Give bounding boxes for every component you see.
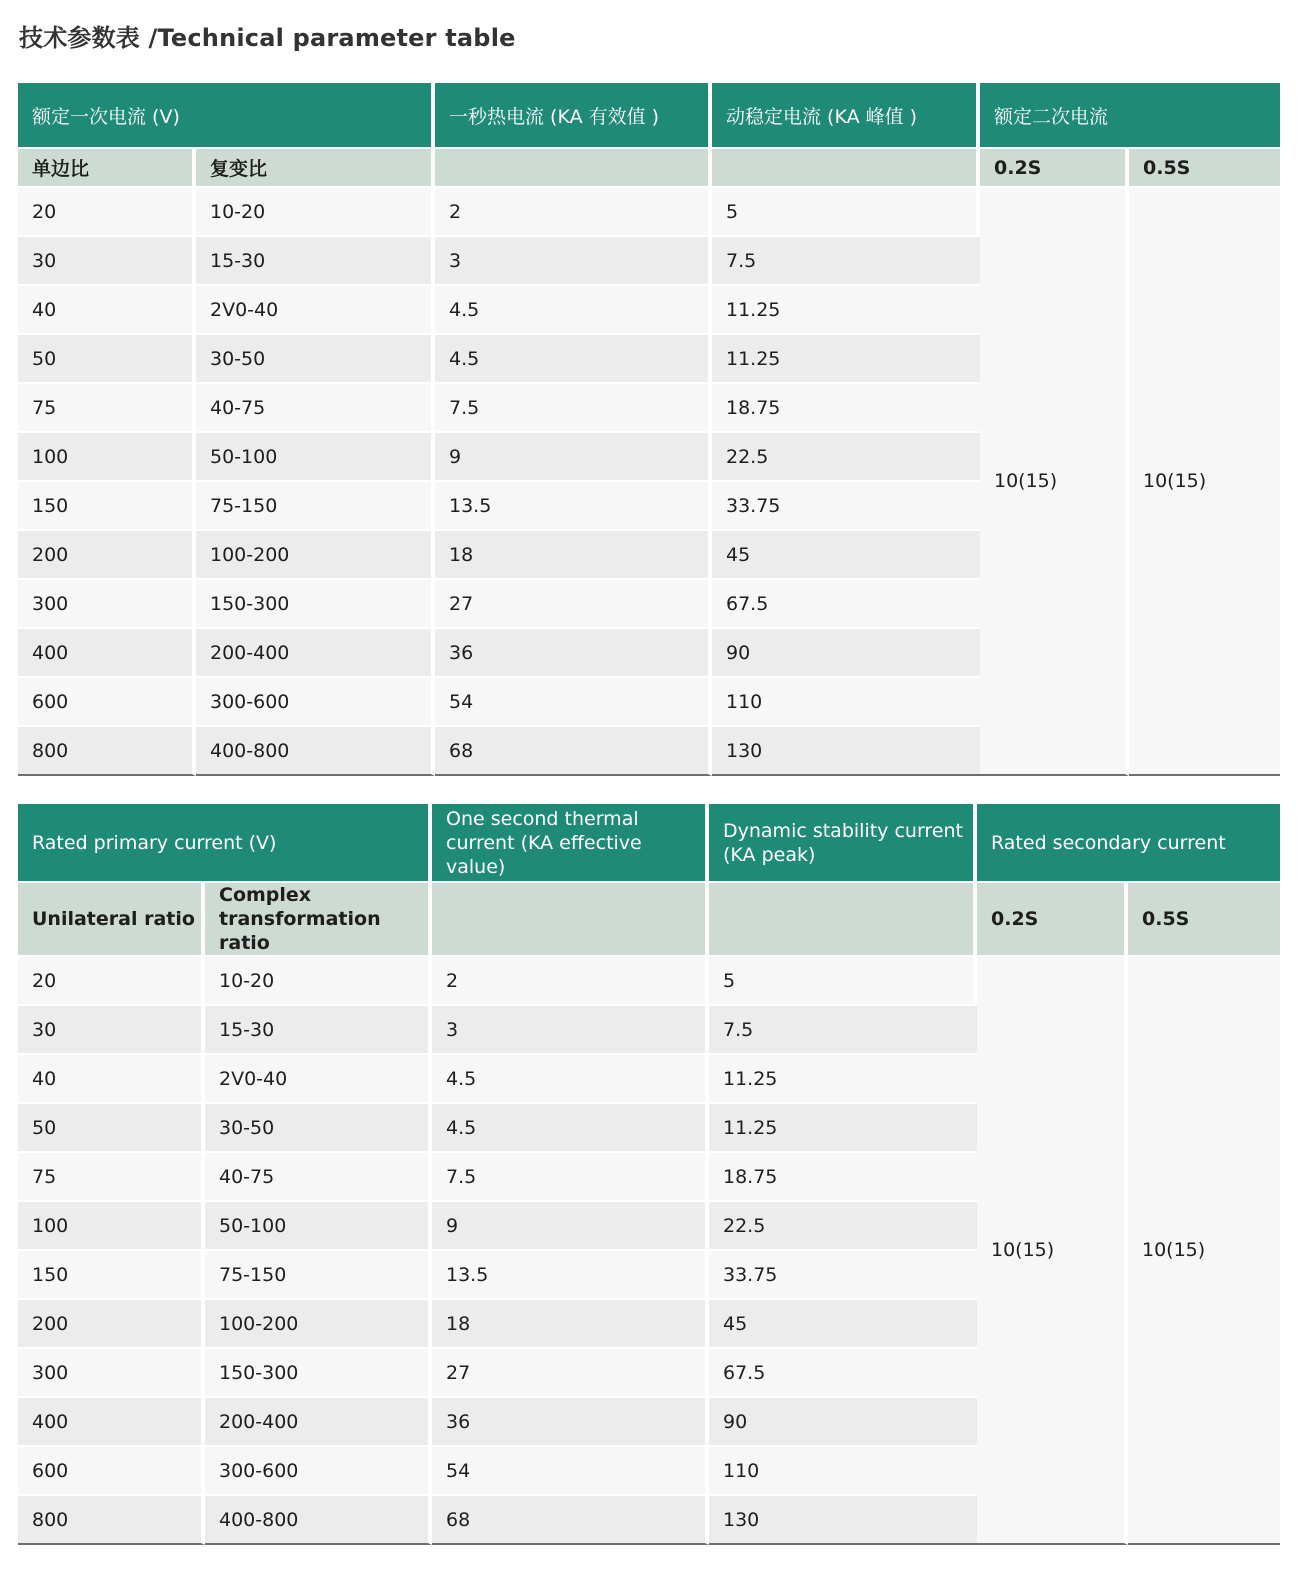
unilateral-ratio-cell: 50: [18, 335, 196, 384]
thermal-current-cell: 3: [432, 1006, 709, 1055]
page-title: 技术参数表 /Technical parameter table: [19, 24, 516, 52]
thermal-current-cell: 7.5: [432, 1153, 709, 1202]
unilateral-subheader: Unilateral ratio: [18, 883, 205, 957]
thermal-current-cell: 18: [432, 1300, 709, 1349]
thermal-current-cell: 2: [435, 188, 712, 237]
unilateral-ratio-cell: 40: [18, 1055, 205, 1104]
dynamic-current-cell: 11.25: [712, 335, 980, 384]
complex-ratio-cell: 200-400: [205, 1398, 432, 1447]
dynamic-current-cell: 22.5: [712, 433, 980, 482]
unilateral-ratio-cell: 30: [18, 237, 196, 286]
class-02s-subheader: 0.2S: [980, 149, 1129, 188]
dynamic-current-cell: 18.75: [712, 384, 980, 433]
complex-ratio-cell: 200-400: [196, 629, 435, 678]
secondary-02s-cell: 10(15): [977, 957, 1128, 1545]
complex-ratio-cell: 10-20: [205, 957, 432, 1006]
complex-ratio-cell: 50-100: [205, 1202, 432, 1251]
complex-ratio-cell: 150-300: [205, 1349, 432, 1398]
table-body: [18, 188, 1280, 776]
parameter-table-cn: [18, 83, 1280, 776]
header-row: [18, 83, 1280, 149]
rated-secondary-header: Rated secondary current: [977, 804, 1280, 883]
thermal-current-cell: 9: [432, 1202, 709, 1251]
unilateral-ratio-cell: 150: [18, 1251, 205, 1300]
thermal-subheader: [432, 883, 709, 957]
unilateral-ratio-cell: 30: [18, 1006, 205, 1055]
complex-ratio-cell: 400-800: [196, 727, 435, 776]
dynamic-current-cell: 11.25: [712, 286, 980, 335]
complex-ratio-cell: 10-20: [196, 188, 435, 237]
class-05s-subheader: 0.5S: [1129, 149, 1280, 188]
table-row: [18, 957, 1280, 1006]
unilateral-ratio-cell: 20: [18, 188, 196, 237]
thermal-current-cell: 3: [435, 237, 712, 286]
unilateral-ratio-cell: 20: [18, 957, 205, 1006]
thermal-current-cell: 36: [435, 629, 712, 678]
secondary-05s-cell: 10(15): [1129, 188, 1280, 776]
unilateral-ratio-cell: 100: [18, 433, 196, 482]
dynamic-current-cell: 18.75: [709, 1153, 977, 1202]
unilateral-ratio-cell: 200: [18, 1300, 205, 1349]
dynamic-current-cell: 67.5: [709, 1349, 977, 1398]
thermal-current-cell: 13.5: [435, 482, 712, 531]
complex-ratio-cell: 15-30: [196, 237, 435, 286]
thermal-current-cell: 4.5: [435, 286, 712, 335]
thermal-current-cell: 36: [432, 1398, 709, 1447]
unilateral-ratio-cell: 800: [18, 727, 196, 776]
thermal-current-cell: 4.5: [432, 1055, 709, 1104]
dynamic-current-cell: 7.5: [709, 1006, 977, 1055]
subheader-row: [18, 149, 1280, 188]
complex-ratio-cell: 30-50: [196, 335, 435, 384]
complex-ratio-cell: 40-75: [196, 384, 435, 433]
complex-ratio-cell: 75-150: [205, 1251, 432, 1300]
complex-ratio-cell: 150-300: [196, 580, 435, 629]
complex-ratio-cell: 100-200: [196, 531, 435, 580]
unilateral-ratio-cell: 800: [18, 1496, 205, 1545]
dynamic-current-cell: 33.75: [709, 1251, 977, 1300]
thermal-current-cell: 54: [432, 1447, 709, 1496]
unilateral-ratio-cell: 300: [18, 1349, 205, 1398]
complex-ratio-cell: 75-150: [196, 482, 435, 531]
thermal-current-cell: 27: [432, 1349, 709, 1398]
complex-subheader: 复变比: [196, 149, 435, 188]
thermal-current-cell: 2: [432, 957, 709, 1006]
secondary-05s-cell: 10(15): [1128, 957, 1280, 1545]
thermal-current-cell: 9: [435, 433, 712, 482]
secondary-02s-cell: 10(15): [980, 188, 1129, 776]
dynamic-current-cell: 5: [712, 188, 980, 237]
complex-ratio-cell: 15-30: [205, 1006, 432, 1055]
complex-ratio-cell: 300-600: [196, 678, 435, 727]
unilateral-ratio-cell: 75: [18, 384, 196, 433]
dynamic-current-header: 动稳定电流 (KA 峰值 ): [712, 83, 980, 149]
header-row: [18, 804, 1280, 883]
dynamic-current-cell: 110: [709, 1447, 977, 1496]
thermal-current-cell: 68: [432, 1496, 709, 1545]
thermal-current-cell: 7.5: [435, 384, 712, 433]
complex-ratio-cell: 2V0-40: [196, 286, 435, 335]
dynamic-current-cell: 7.5: [712, 237, 980, 286]
dynamic-current-cell: 90: [709, 1398, 977, 1447]
unilateral-ratio-cell: 150: [18, 482, 196, 531]
unilateral-ratio-cell: 600: [18, 1447, 205, 1496]
complex-ratio-cell: 30-50: [205, 1104, 432, 1153]
unilateral-ratio-cell: 50: [18, 1104, 205, 1153]
dynamic-current-cell: 45: [709, 1300, 977, 1349]
unilateral-ratio-cell: 200: [18, 531, 196, 580]
dynamic-current-header: Dynamic stability current (KA peak): [709, 804, 977, 883]
dynamic-current-cell: 33.75: [712, 482, 980, 531]
dynamic-subheader: [712, 149, 980, 188]
dynamic-current-cell: 11.25: [709, 1055, 977, 1104]
thermal-current-cell: 68: [435, 727, 712, 776]
dynamic-current-cell: 90: [712, 629, 980, 678]
complex-ratio-cell: 100-200: [205, 1300, 432, 1349]
unilateral-ratio-cell: 75: [18, 1153, 205, 1202]
thermal-current-cell: 18: [435, 531, 712, 580]
complex-ratio-cell: 50-100: [196, 433, 435, 482]
thermal-current-header: 一秒热电流 (KA 有效值 ): [435, 83, 712, 149]
thermal-current-cell: 13.5: [432, 1251, 709, 1300]
complex-subheader: Complex transformation ratio: [205, 883, 432, 957]
dynamic-current-cell: 130: [709, 1496, 977, 1545]
dynamic-current-cell: 11.25: [709, 1104, 977, 1153]
dynamic-current-cell: 45: [712, 531, 980, 580]
unilateral-ratio-cell: 600: [18, 678, 196, 727]
dynamic-current-cell: 110: [712, 678, 980, 727]
dynamic-current-cell: 67.5: [712, 580, 980, 629]
dynamic-current-cell: 5: [709, 957, 977, 1006]
table-row: [18, 188, 1280, 237]
thermal-current-cell: 4.5: [432, 1104, 709, 1153]
thermal-current-cell: 54: [435, 678, 712, 727]
complex-ratio-cell: 2V0-40: [205, 1055, 432, 1104]
dynamic-subheader: [709, 883, 977, 957]
unilateral-subheader: 单边比: [18, 149, 196, 188]
complex-ratio-cell: 300-600: [205, 1447, 432, 1496]
rated-primary-header: Rated primary current (V): [18, 804, 432, 883]
complex-ratio-cell: 40-75: [205, 1153, 432, 1202]
thermal-current-header: One second thermal current (KA effective value): [432, 804, 709, 883]
thermal-current-cell: 4.5: [435, 335, 712, 384]
subheader-row: [18, 883, 1280, 957]
rated-primary-header: 额定一次电流 (V): [18, 83, 435, 149]
table-body: [18, 957, 1280, 1545]
unilateral-ratio-cell: 300: [18, 580, 196, 629]
class-05s-subheader: 0.5S: [1128, 883, 1280, 957]
unilateral-ratio-cell: 400: [18, 1398, 205, 1447]
thermal-subheader: [435, 149, 712, 188]
dynamic-current-cell: 22.5: [709, 1202, 977, 1251]
unilateral-ratio-cell: 400: [18, 629, 196, 678]
complex-ratio-cell: 400-800: [205, 1496, 432, 1545]
unilateral-ratio-cell: 40: [18, 286, 196, 335]
rated-secondary-header: 额定二次电流: [980, 83, 1280, 149]
unilateral-ratio-cell: 100: [18, 1202, 205, 1251]
thermal-current-cell: 27: [435, 580, 712, 629]
class-02s-subheader: 0.2S: [977, 883, 1128, 957]
dynamic-current-cell: 130: [712, 727, 980, 776]
parameter-table-en: [18, 804, 1280, 1545]
